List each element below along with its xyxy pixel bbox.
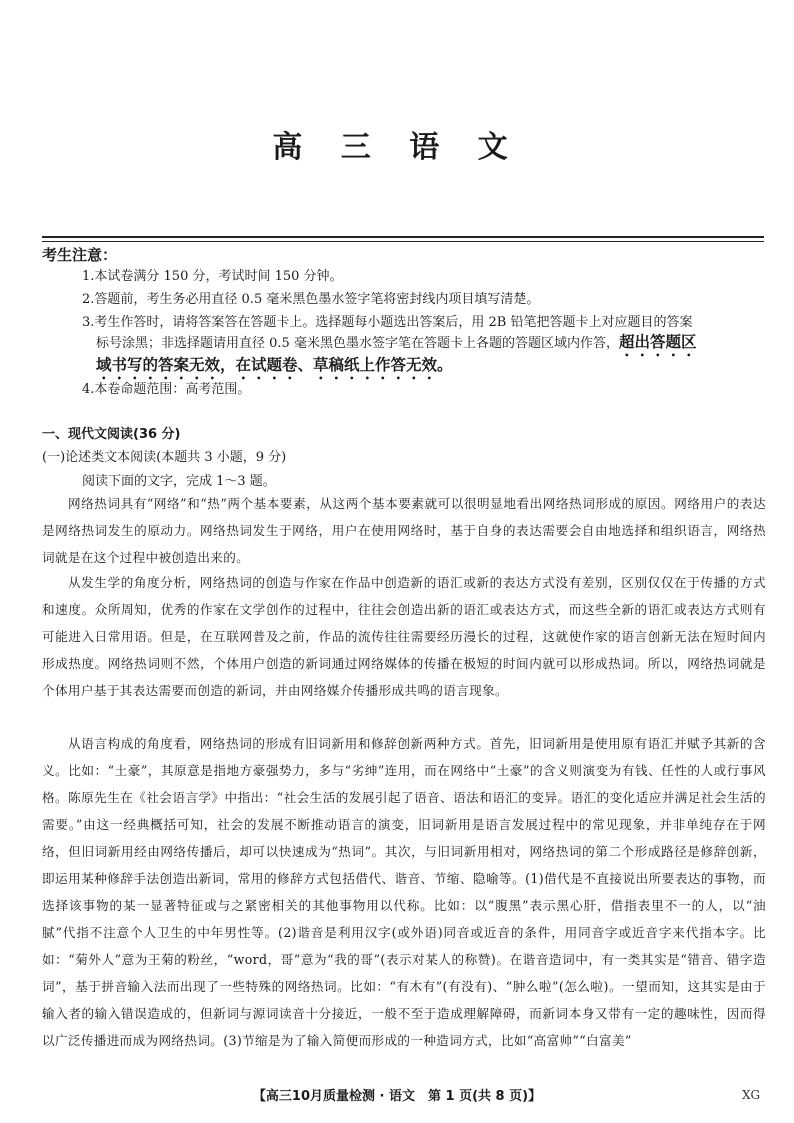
page-title: 高 三 语 文 — [272, 130, 522, 165]
section-heading: 一、现代文阅读(36 分) — [42, 427, 181, 442]
passage-paragraph-1: 网络热词具有“网络”和“热”两个基本要素，从这两个基本要素就可以很明显地看出网络热词形成的原因。网络用户的表达是网络热词发生的原动力。网络热词发生于网络，用户在使用网络时，基于自身的表达需要会自由地选择和组织语言，网络热词就是在这个过程中被创造出来的。 — [42, 496, 766, 565]
notice-item-2: 2.答题前，考生务必用直径 0.5 毫米黑色墨水签字笔将密封线内项目填写清楚。 — [82, 292, 540, 307]
notice-item-4: 4.本卷命题范围：高考范围。 — [82, 382, 251, 397]
notice-item-3-emphasis-2: 域书写的答案无效，在试题卷、草稿纸上作答无效。 — [96, 356, 453, 374]
paper-code: XG — [742, 1088, 761, 1102]
passage-paragraph-3: 从语言构成的角度看，网络热词的形成有旧词新用和修辞创新两种方式。首先，旧词新用是使用原有语汇并赋予其新的含义。比如：“土豪”，其原意是指地方豪强势力，多与“劣绅”连用，而在网络中“土豪”的含义则演变为有钱、任性的人或行事风格。陈原先生在《社会语言学》中指出：“社会生活的发展引起了语音、语法和语汇的变异。语汇的变化适应并满足社会生活的需要。”由这一经典概括可知，社会的发展不断推动语言的演变，旧词新用是语言发展过程中的常见现象，并非单纯存在于网络，但旧词新用经由网络传播后，却可以快速成为“热词”。其次，与旧词新用相对，网络热词的第二个形成路径是修辞创新，即运用某种修辞手法创造出新词，常用的修辞方式包括借代、谐音、节缩、隐喻等。(1)借代是不直接说出所要表达的事物，而选择该事物的某一显著特征或与之紧密相关的其他事物用以代称。比如：以“腹黑”表示黑心肝，借指表里不一的人，以“油腻”代指不注意个人卫生的中年男性等。(2)谐音是利用汉字(或外语)同音或近音的条件，用同音字或近音字来代指本字。比如：“菊外人”意为王菊的粉丝，“word，哥”意为“我的哥”(表示对某人的称赞)。在谐音造词中，有一类其实是“错音、错字造词”，基于拼音输入法而出现了一些特殊的网络热词。比如：“有木有”(有没有)、“肿么啦”(怎么啦)。一望而知，这其实是由于输入者的输入错误造成的，但新词与源词读音十分接近，一般不至于造成理解障碍，而新词本身又带有一定的趣味性，因而得以广泛传播进而成为网络热词。(3)节缩是为了输入简便而形成的一种造词方式，比如“高富帅”“白富美” — [42, 736, 766, 1048]
passage-paragraph-2: 从发生学的角度分析，网络热词的创造与作家在作品中创造新的语汇或新的表达方式没有差别，区别仅仅在于传播的方式和速度。众所周知，优秀的作家在文学创作的过程中，往往会创造出新的语汇或表达方式，而这些全新的语汇或表达方式则有可能进入日常用语。但是，在互联网普及之前，作品的流传往往需要经历漫长的过程，这就使作家的语言创新无法在短时间内形成热度。网络热词则不然，个体用户创造的新词通过网络媒体的传播在极短的时间内就可以形成热词。所以，网络热词就是个体用户基于其表达需要而创造的新词，并由网络媒介传播形成共鸣的语言现象。 — [42, 575, 766, 698]
header-rule-thick — [42, 236, 764, 238]
notice-item-3-line-1: 3.考生作答时，请将答案答在答题卡上。选择题每小题选出答案后，用 2B 铅笔把答题卡上对应题目的答案 — [82, 315, 693, 330]
notice-item-3-emphasis-1: 超出答题区 — [618, 333, 697, 351]
subsection-heading: (一)论述类文本阅读(本题共 3 小题，9 分) — [42, 450, 287, 465]
notice-item-3-text: 标号涂黑；非选择题请用直径 0.5 毫米黑色墨水签字笔在答题卡上各题的答题区域内作答， — [96, 336, 619, 351]
notice-heading: 考生注意： — [42, 246, 118, 264]
reading-instruction: 阅读下面的文字，完成 1～3 题。 — [82, 474, 276, 489]
header-rule-thin — [42, 241, 764, 242]
page-footer: 【高三10月质量检测 · 语文 第 1 页(共 8 页)】 — [252, 1089, 542, 1104]
notice-item-1: 1.本试卷满分 150 分，考试时间 150 分钟。 — [82, 269, 343, 284]
